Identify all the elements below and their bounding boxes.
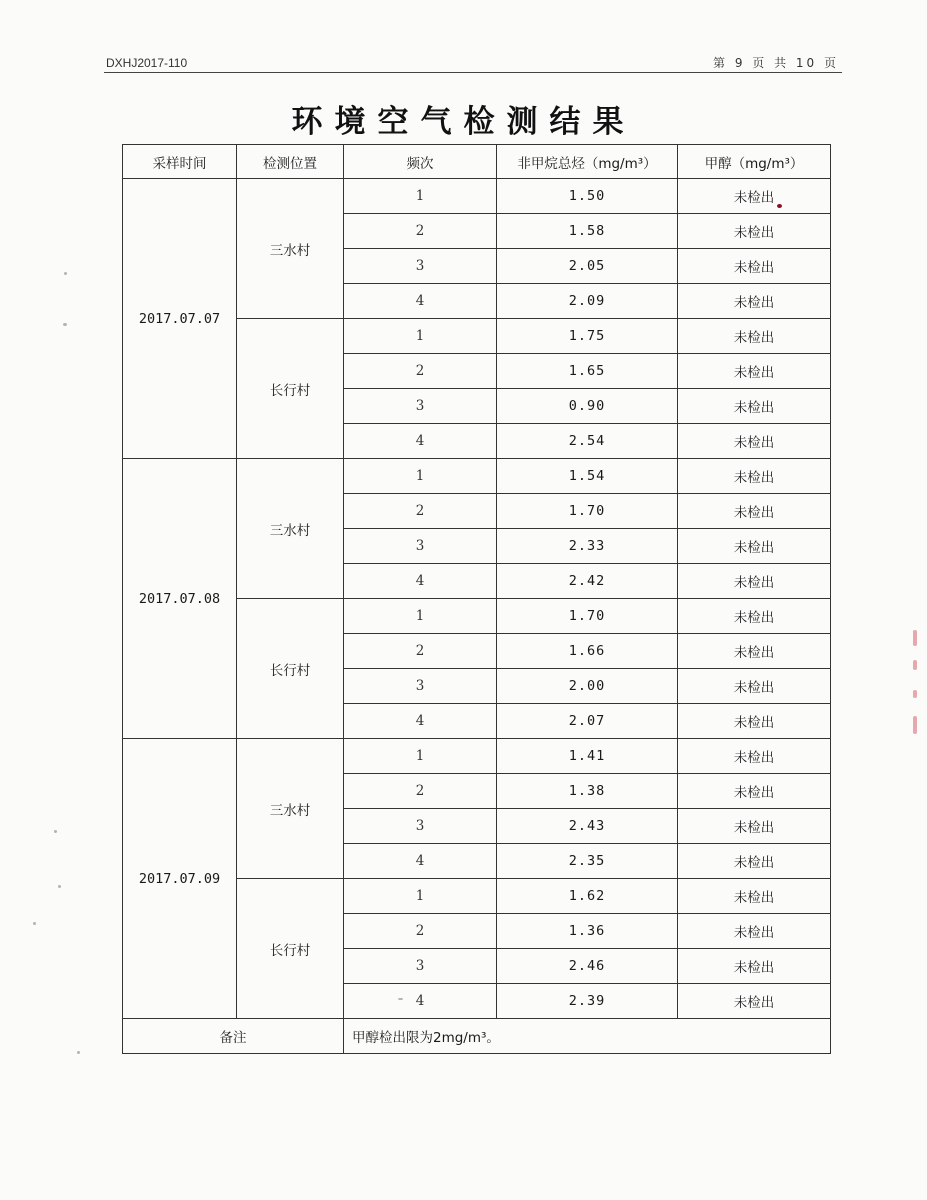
table-row [123, 179, 831, 214]
methanol-value-cell: 未检出 [678, 459, 831, 494]
scan-speck [54, 830, 57, 833]
methanol-value-cell: 未检出 [678, 879, 831, 914]
header-frequency: 频次 [344, 145, 497, 179]
nmhc-value-cell: 1.66 [497, 634, 678, 669]
methanol-value-cell: 未检出 [678, 424, 831, 459]
page-indicator: 第 9 页 共 10 页 [713, 56, 839, 70]
note-row [123, 1019, 831, 1054]
nmhc-value-cell: 1.62 [497, 879, 678, 914]
nmhc-value-cell: 2.07 [497, 704, 678, 739]
frequency-cell: 1 [344, 319, 497, 354]
methanol-value-cell: 未检出 [678, 914, 831, 949]
methanol-value-cell: 未检出 [678, 704, 831, 739]
location-cell: 长行村 [237, 319, 344, 459]
frequency-cell: 1 [344, 599, 497, 634]
header-location: 检测位置 [237, 145, 344, 179]
methanol-value-cell: 未检出 [678, 389, 831, 424]
frequency-cell: 1 [344, 459, 497, 494]
nmhc-value-cell: 2.05 [497, 249, 678, 284]
nmhc-value-cell: 1.36 [497, 914, 678, 949]
header-nmhc: 非甲烷总烃（mg/m³） [497, 145, 678, 179]
note-label: 备注 [123, 1019, 344, 1054]
scan-speck [63, 323, 67, 326]
frequency-cell: 3 [344, 529, 497, 564]
frequency-cell: 2 [344, 494, 497, 529]
frequency-cell: 2 [344, 774, 497, 809]
frequency-cell: 4 [344, 424, 497, 459]
nmhc-value-cell: 2.09 [497, 284, 678, 319]
nmhc-value-cell: 2.00 [497, 669, 678, 704]
nmhc-value-cell: 1.70 [497, 494, 678, 529]
location-cell: 三水村 [237, 459, 344, 599]
methanol-value-cell: 未检出 [678, 599, 831, 634]
methanol-value-cell: 未检出 [678, 354, 831, 389]
frequency-cell: 2 [344, 914, 497, 949]
table-row [123, 459, 831, 494]
note-text: 甲醇检出限为2mg/m³。 [344, 1019, 831, 1054]
methanol-value-cell: 未检出 [678, 809, 831, 844]
frequency-cell: 3 [344, 669, 497, 704]
nmhc-value-cell: 1.75 [497, 319, 678, 354]
frequency-cell: 4 [344, 844, 497, 879]
frequency-cell: 4 [344, 984, 497, 1019]
methanol-value-cell: 未检出 [678, 564, 831, 599]
methanol-value-cell: 未检出 [678, 319, 831, 354]
frequency-cell: 2 [344, 634, 497, 669]
table-header-row [123, 145, 831, 179]
methanol-value-cell: 未检出 [678, 634, 831, 669]
methanol-value-cell: 未检出 [678, 739, 831, 774]
methanol-value-cell: 未检出 [678, 249, 831, 284]
header-methanol: 甲醇（mg/m³） [678, 145, 831, 179]
document-number: DXHJ2017-110 [106, 56, 188, 70]
nmhc-value-cell: 1.38 [497, 774, 678, 809]
location-cell: 三水村 [237, 179, 344, 319]
header-sample-time: 采样时间 [123, 145, 237, 179]
frequency-cell: 4 [344, 704, 497, 739]
methanol-value-cell: 未检出 [678, 179, 831, 214]
stamp-edge-mark [913, 630, 917, 646]
stamp-edge-mark [913, 716, 917, 734]
results-table [122, 144, 831, 1054]
nmhc-value-cell: 1.54 [497, 459, 678, 494]
frequency-cell: 4 [344, 564, 497, 599]
header-rule [104, 72, 842, 73]
stamp-edge-mark [913, 660, 917, 670]
frequency-cell: 1 [344, 179, 497, 214]
location-cell: 三水村 [237, 739, 344, 879]
frequency-cell: 3 [344, 949, 497, 984]
scan-speck [58, 885, 61, 888]
nmhc-value-cell: 1.70 [497, 599, 678, 634]
frequency-cell: 4 [344, 284, 497, 319]
nmhc-value-cell: 1.41 [497, 739, 678, 774]
nmhc-value-cell: 2.35 [497, 844, 678, 879]
frequency-cell: 2 [344, 214, 497, 249]
location-cell: 长行村 [237, 879, 344, 1019]
frequency-cell: 1 [344, 739, 497, 774]
scan-speck [33, 922, 36, 925]
scan-speck [77, 1051, 80, 1054]
frequency-cell: 2 [344, 354, 497, 389]
methanol-value-cell: 未检出 [678, 774, 831, 809]
sample-date-cell: 2017.07.07 [123, 179, 237, 459]
methanol-value-cell: 未检出 [678, 284, 831, 319]
nmhc-value-cell: 2.33 [497, 529, 678, 564]
methanol-value-cell: 未检出 [678, 949, 831, 984]
results-table-body [123, 145, 831, 1054]
nmhc-value-cell: 2.54 [497, 424, 678, 459]
nmhc-value-cell: 1.50 [497, 179, 678, 214]
nmhc-value-cell: 2.43 [497, 809, 678, 844]
ink-dot [777, 204, 782, 208]
stamp-edge-mark [913, 690, 917, 698]
nmhc-value-cell: 2.46 [497, 949, 678, 984]
methanol-value-cell: 未检出 [678, 669, 831, 704]
nmhc-value-cell: 2.39 [497, 984, 678, 1019]
table-row [123, 739, 831, 774]
frequency-cell: 1 [344, 879, 497, 914]
scan-speck [64, 272, 67, 275]
frequency-cell: 3 [344, 809, 497, 844]
sample-date-cell: 2017.07.09 [123, 739, 237, 1019]
frequency-cell: 3 [344, 249, 497, 284]
nmhc-value-cell: 1.58 [497, 214, 678, 249]
methanol-value-cell: 未检出 [678, 984, 831, 1019]
scan-speck [398, 998, 403, 1000]
methanol-value-cell: 未检出 [678, 494, 831, 529]
location-cell: 长行村 [237, 599, 344, 739]
nmhc-value-cell: 1.65 [497, 354, 678, 389]
sample-date-cell: 2017.07.08 [123, 459, 237, 739]
methanol-value-cell: 未检出 [678, 214, 831, 249]
nmhc-value-cell: 0.90 [497, 389, 678, 424]
page-title: 环境空气检测结果 [291, 104, 636, 140]
methanol-value-cell: 未检出 [678, 844, 831, 879]
methanol-value-cell: 未检出 [678, 529, 831, 564]
nmhc-value-cell: 2.42 [497, 564, 678, 599]
frequency-cell: 3 [344, 389, 497, 424]
